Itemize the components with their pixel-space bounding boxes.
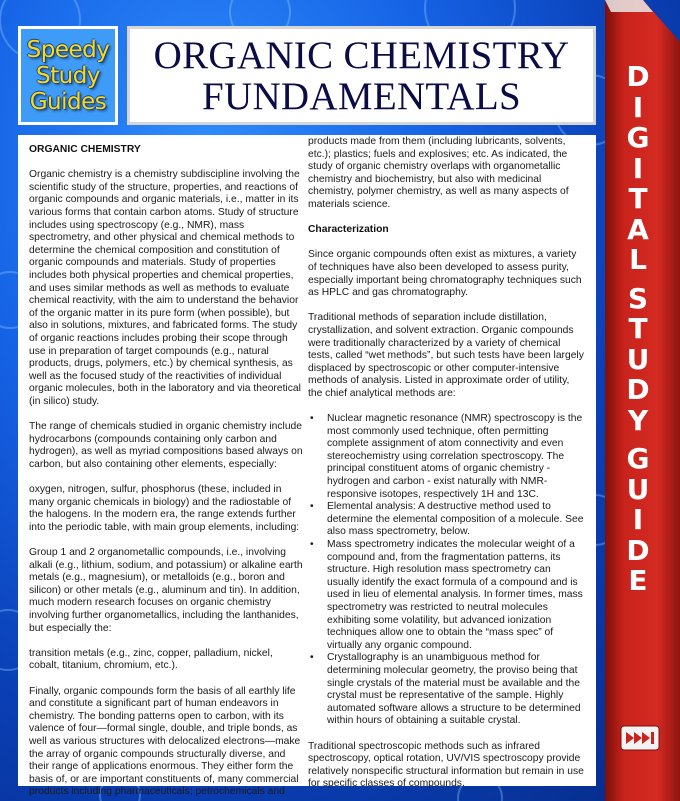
brand-line-1: Speedy: [26, 36, 110, 63]
spine-letter: U: [626, 472, 650, 506]
publisher-logo-icon: [620, 722, 660, 754]
right-column: [308, 136, 584, 801]
left-paragraph-4: Group 1 and 2 organometallic compounds, i.e., involving alkali (e.g., lithium, sodium, and potassium) or alkaline earth metals (e.g., magnesium), or metalloids (e.g., boron and silicon) or other metals (e.g., aluminum and tin). In addition, much modern research focuses on organic chemistry involving further organometallics, including the lanthanides, but especially the:: [29, 547, 303, 634]
spine-letter: G: [626, 121, 650, 154]
left-paragraph-6: Finally, organic compounds form the basis of all earthly life and constitute a significant part of human endeavors in chemistry. The bonding patterns open to carbon, with its valence of four—formal single, double, and triple bonds, as well as various structures with delocalized electrons—make the array of organic compounds structurally diverse, and their range of applications enormous. They either form the basis of, or are important constituents of, many commercial products including pharmaceuticals; petrochemicals and: [29, 685, 301, 798]
brand-line-3: Guides: [29, 88, 107, 115]
list-item: • Mass spectrometry indicates the molecular weight of a compound and, from the fragmentation patterns, its structure. High resolution mass spectrometry can usually identify the exact formula of a compound and is used in lieu of elemental analysis. In former times, mass spectrometry was restricted to neutral molecules exhibiting some volatility, but advanced ionization techniques allow one to obtain the “mass spec” of virtually any organic compound.: [308, 539, 584, 652]
list-item: • Crystallography is an unambiguous method for determining molecular geometry, the proviso being that single crystals of the material must be available and the crystal must be representative of the sample. Highly automated software allows a structure to be determined within hours of obtaining a suitable crystal.: [308, 652, 584, 728]
list-item: • Elemental analysis: A destructive method used to determine the elemental composition of a molecule. See also mass spectrometry, below.: [308, 501, 584, 539]
spine-letter: D: [626, 373, 650, 406]
left-paragraph-3: oxygen, nitrogen, sulfur, phosphorus (these, included in many organic chemicals in biology) and the radiostable of the halogens. In the modern era, the range extends further into the periodic table, with main group elements, including:: [29, 484, 300, 533]
spine-letter: I: [632, 90, 644, 124]
spine-letter: U: [626, 342, 650, 376]
section-heading-organic-chemistry: ORGANIC CHEMISTRY: [29, 144, 141, 155]
spine-letter: D: [626, 60, 650, 93]
title-banner: [127, 26, 596, 125]
spine-letter: E: [628, 564, 648, 597]
list-item: • Nuclear magnetic resonance (NMR) spectroscopy is the most commonly used technique, often permitting complete assignment of atom connectivity and even stereochemistry using correlation spectroscopy. The principal constituent atoms of organic chemistry - hydrogen and carbon - exist naturally with NMR-responsive isotopes, respectively 1H and 13C.: [308, 413, 584, 501]
title-line-2: FUNDAMENTALS: [202, 74, 521, 118]
right-paragraph-1: products made from them (including lubricants, solvents, etc.); plastics; fuels and explosives; etc. As indicated, the study of organic chemistry overlaps with organometallic chemistry and biochemistry, but also with medicinal chemistry, polymer chemistry, as well as many aspects of materials science.: [308, 136, 569, 210]
spine-letter: S: [627, 281, 649, 315]
right-paragraph-3: Traditional methods of separation include distillation, crystallization, and solvent extraction. Organic compounds were traditionally characterized by a variety of chemical tests, called “wet methods”, but such tests have been largely displaced by spectroscopic or other computer-intensive methods of analysis. Listed in approximate order of utility, the chief analytical methods are:: [308, 312, 584, 399]
section-heading-characterization: Characterization: [308, 224, 389, 236]
spine-title: [612, 62, 664, 597]
spine-letter: T: [628, 312, 648, 345]
right-paragraph-2: Since organic compounds often exist as mixtures, a variety of techniques have also been developed to assess purity, especially important being chromatography techniques such as HPLC and gas chromatography.: [308, 249, 582, 299]
brand-logo: [18, 26, 118, 125]
right-paragraph-4: Traditional spectroscopic methods such as infrared spectroscopy, optical rotation, UV/VIS spectroscopy provide relatively nonspecific structural information but remain in use for specific classes of compounds.: [308, 740, 584, 790]
left-column: [29, 144, 305, 801]
spine-letter: D: [626, 533, 650, 567]
left-paragraph-1: Organic chemistry is a chemistry subdiscipline involving the scientific study of the structure, properties, and reactions of organic compounds and organic materials, i.e., matter in its various forms that contain carbon atoms. Study of structure includes using spectroscopy (e.g., NMR), mass spectrometry, and other physical and chemical methods to determine the chemical composition and constitution of organic compounds and materials. Study of properties includes both physical properties and chemical properties, and uses similar methods as well as methods to evaluate chemical reactivity, with the aim to understand the behavior of the organic matter in its pure form (when possible), but also in solutions, mixtures, and fabricated forms. The study of organic reactions includes probing their scope through use in preparation of target compounds (e.g., natural products, drugs, polymers, etc.) by chemical synthesis, as well as the focused study of the reactivities of individual organic molecules, both in the laboratory and via theoretical (in silico) study.: [29, 169, 301, 407]
brand-line-2: Study: [36, 62, 100, 89]
content-panel: [18, 135, 596, 798]
spine-letter: I: [632, 503, 644, 536]
spine-letter: Y: [627, 403, 649, 437]
left-paragraph-2: The range of chemicals studied in organic chemistry include hydrocarbons (compounds containing only carbon and hydrogen), as well as myriad compositions based always on carbon, but also containing other elements, especially:: [29, 421, 303, 470]
analytical-methods-list: [308, 413, 584, 728]
spine-letter: A: [627, 212, 649, 246]
left-paragraph-5: transition metals (e.g., zinc, copper, palladium, nickel, cobalt, titanium, chromium, etc.).: [29, 647, 273, 672]
spine-letter: I: [632, 151, 644, 185]
title-line-1: ORGANIC CHEMISTRY: [153, 33, 570, 77]
spine-letter: G: [626, 442, 650, 475]
spine-letter: T: [628, 182, 648, 215]
spine-letter: L: [629, 243, 647, 276]
